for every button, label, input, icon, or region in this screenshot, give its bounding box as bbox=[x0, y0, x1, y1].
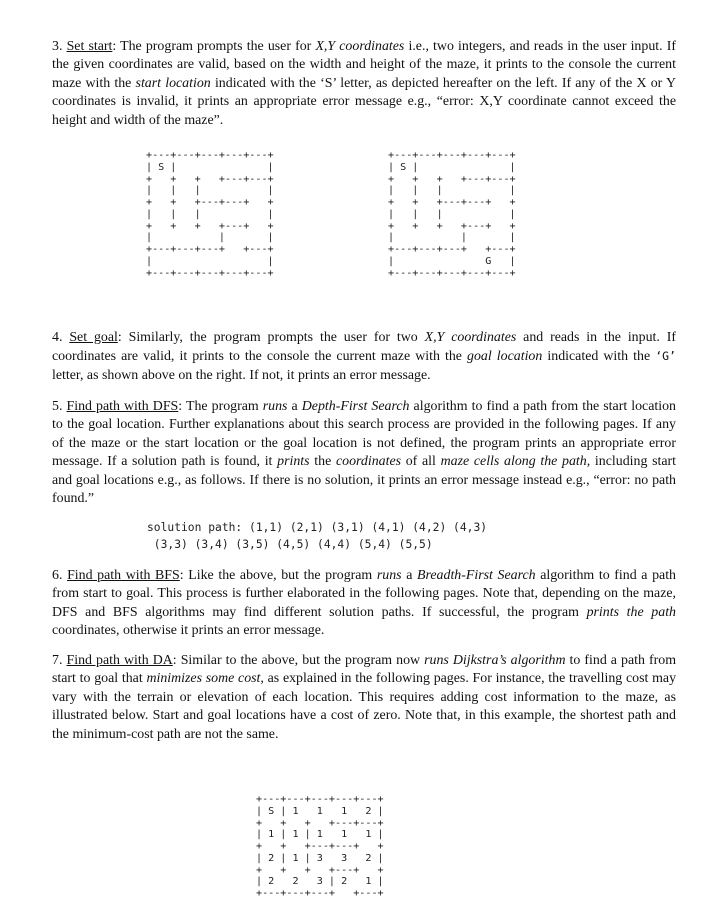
solution-path-output bbox=[147, 519, 487, 553]
maze-row: + + +---+---+ + bbox=[388, 197, 516, 208]
solution-path-line: (3,3) (3,4) (3,5) (4,5) (4,4) (5,4) (5,5) bbox=[147, 538, 433, 551]
section-title: Find path with DFS bbox=[66, 399, 179, 414]
maze-goal-figure bbox=[388, 150, 516, 279]
section-number: 6. bbox=[52, 568, 63, 583]
maze-row: +---+---+---+---+---+ bbox=[388, 150, 516, 161]
section-5-dfs: 5. Find path with DFS: The program runs a Depth-First Search algorithm to find a path from the start location to the goal location. Further explanations about this search process are provided in the following pages. If any of the maze or the start location or the goal location is not defined, the program prints an appropriate error message. If a solution path is found, it prints the coordinates of all maze cells along the path, including start and goal locations e.g., as follows. If there is no solution, it prints an error message instead e.g., “error: no path found.” bbox=[52, 399, 677, 507]
maze-row: | | | bbox=[388, 232, 516, 244]
maze-row: + + +---+---+ + bbox=[256, 841, 384, 852]
maze-row: | G | bbox=[388, 255, 516, 267]
section-4-set-goal: 4. Set goal: Similarly, the program prompts the user for two X,Y coordinates and reads in the input. If coordinates are valid, it prints to the console the current maze with the goal location indicated with the ‘G’ letter, as shown above on the right. If not, it prints an error message. bbox=[52, 330, 676, 383]
maze-row: | | | bbox=[146, 232, 274, 244]
section-3-set-start: 3. Set start: The program prompts the user for X,Y coordinates i.e., two integers, and reads in the user input. If the given coordinates are valid, based on the width and height of the maze, it prints to the console the current maze with the start location indicated with the ‘S’ letter, as depicted hereafter on the left. If any of the X or Y coordinates is invalid, it prints an appropriate error message e.g., “error: X,Y coordinate cannot exceed the height and width of the maze”. bbox=[52, 39, 676, 128]
maze-start-figure bbox=[146, 150, 274, 279]
section-number: 5. bbox=[52, 399, 63, 414]
maze-row: | S | | bbox=[146, 161, 274, 173]
section-title: Find path with BFS bbox=[67, 568, 180, 583]
maze-row: +---+---+---+---+---+ bbox=[146, 150, 274, 161]
maze-row: | | | | bbox=[388, 208, 516, 220]
solution-path-line: solution path: (1,1) (2,1) (3,1) (4,1) (4,2) (4,3) bbox=[147, 521, 488, 534]
maze-row: + + + +---+ + bbox=[388, 220, 516, 232]
maze-row: +---+---+---+ +---+ bbox=[388, 244, 516, 255]
maze-row: | S | 1 1 1 2 | bbox=[256, 805, 384, 817]
section-title: Set start bbox=[66, 39, 113, 54]
maze-row: +---+---+---+---+---+ bbox=[146, 267, 274, 279]
maze-row: +---+---+---+---+---+ bbox=[388, 267, 516, 279]
maze-row: + + +---+---+ + bbox=[146, 197, 274, 208]
maze-row: +---+---+---+ +---+ bbox=[256, 888, 384, 899]
maze-row: + + + +---+---+ bbox=[388, 173, 516, 185]
maze-row: | 2 | 1 | 3 3 2 | bbox=[256, 852, 384, 864]
maze-row: | | | | bbox=[146, 208, 274, 220]
maze-row: | | | | bbox=[388, 185, 516, 197]
maze-row: + + + +---+ + bbox=[256, 864, 384, 876]
maze-row: + + + +---+---+ bbox=[256, 817, 384, 829]
section-number: 3. bbox=[52, 39, 63, 54]
maze-row: | 1 | 1 | 1 1 1 | bbox=[256, 829, 384, 841]
section-number: 4. bbox=[52, 330, 63, 345]
maze-row: | 2 2 3 | 2 1 | bbox=[256, 876, 384, 888]
maze-row: +---+---+---+---+---+ bbox=[256, 794, 384, 805]
maze-row: + + + +---+---+ bbox=[146, 173, 274, 185]
section-6-bfs: 6. Find path with BFS: Like the above, but the program runs a Breadth-First Search algorithm to find a path from start to goal. This process is further elaborated in the following pages. Note that, depending on the maze, DFS and BFS algorithms may find different solution paths. If successful, the program prints the path coordinates, otherwise it prints an error message. bbox=[52, 568, 676, 639]
maze-row: + + + +---+ + bbox=[146, 220, 274, 232]
maze-row: | | bbox=[146, 255, 274, 267]
section-title: Set goal bbox=[69, 330, 118, 345]
maze-cost-figure bbox=[256, 794, 384, 900]
section-title: Find path with DA bbox=[66, 653, 173, 668]
section-number: 7. bbox=[52, 653, 63, 668]
maze-row: +---+---+---+ +---+ bbox=[146, 244, 274, 255]
section-7-dijkstra: 7. Find path with DA: Similar to the above, but the program now runs Dijkstra’s algorithm to find a path from start to goal that minimizes some cost, as explained in the following pages. For instance, the travelling cost may vary with the terrain or elevation of each location. This requires adding cost information to the maze, as illustrated below. Start and goal locations have a cost of zero. Note that, in this example, the shortest path and the minimum-cost path are not the same. bbox=[52, 653, 677, 742]
maze-row: | | | | bbox=[146, 185, 274, 197]
maze-row: | S | | bbox=[388, 161, 516, 173]
